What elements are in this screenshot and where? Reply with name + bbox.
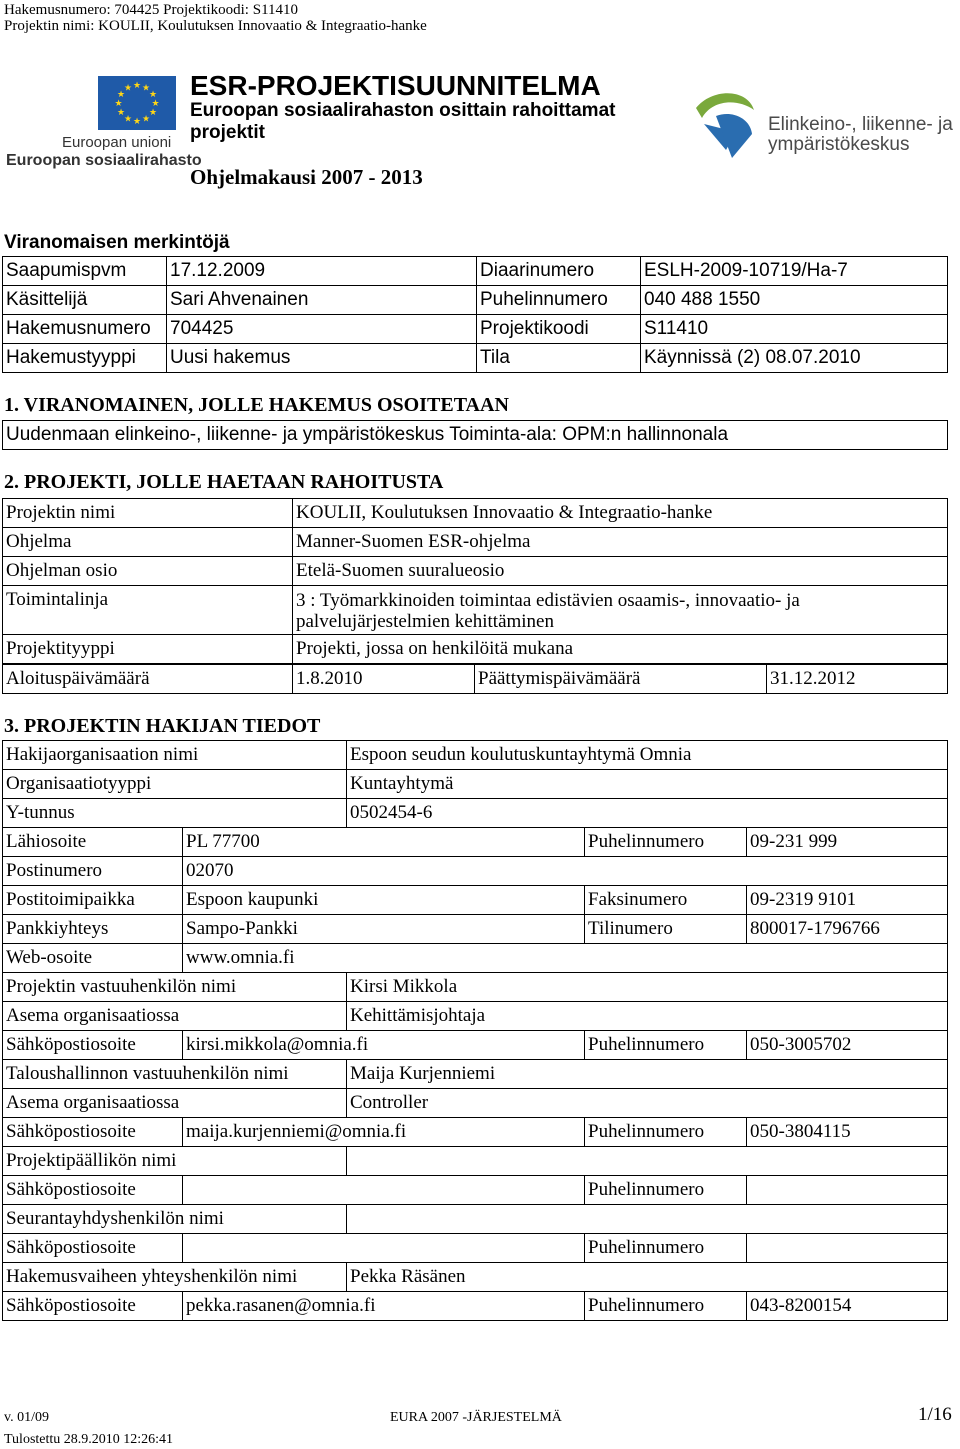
field-label: Tila [477,344,641,373]
field-label: Diaarinumero [477,257,641,286]
field-value: 050-3005702 [747,1031,948,1060]
svg-text:★: ★ [151,99,160,109]
table-row [3,635,948,664]
field-label: Projektin nimi [3,499,293,528]
ely-logo [692,88,762,160]
svg-text:★: ★ [148,90,158,100]
table-row [3,499,948,528]
section-1-table [2,420,948,450]
field-label: Sähköpostiosoite [3,1176,183,1205]
field-label: Lähiosoite [3,828,183,857]
field-value: Kehittämisjohtaja [347,1002,948,1031]
field-value-line: 3 : Työmarkkinoiden toimintaa edistävien osaamis-, innovaatio- ja [296,590,800,611]
end-date-value: 31.12.2012 [767,665,948,694]
table-row [3,1147,948,1176]
field-value: ESLH-2009-10719/Ha-7 [641,257,948,286]
table-row [3,1234,948,1263]
field-label: Sähköpostiosoite [3,1234,183,1263]
field-label: Ohjelman osio [3,557,293,586]
field-label: Asema organisaatiossa [3,1002,347,1031]
field-label: Tilinumero [585,915,747,944]
authority-notes-table [2,256,948,373]
field-label: Puhelinnumero [585,1118,747,1147]
svg-text:★: ★ [123,83,133,94]
field-label: Taloushallinnon vastuuhenkilön nimi [3,1060,347,1089]
section-3-heading: 3. PROJEKTIN HAKIJAN TIEDOT [4,715,321,737]
field-value: kirsi.mikkola@omnia.fi [183,1031,585,1060]
authority-value: Uudenmaan elinkeino-, liikenne- ja ympäristökeskus Toiminta-ala: OPM:n hallinnonala [3,421,948,450]
start-date-value: 1.8.2010 [293,665,475,694]
field-label: Projektikoodi [477,315,641,344]
table-row [3,1089,948,1118]
field-value: 0502454-6 [347,799,948,828]
svg-text:★: ★ [123,114,133,125]
table-row [3,973,948,1002]
field-label: Asema organisaatiossa [3,1089,347,1118]
field-label: Postinumero [3,857,183,886]
table-row [3,1002,948,1031]
ely-logo-text-1: Elinkeino-, liikenne- ja [768,114,953,135]
table-row [3,770,948,799]
svg-text:★: ★ [141,83,151,94]
table-row [3,1060,948,1089]
field-value: Kuntayhtymä [347,770,948,799]
section-2-table [2,498,948,664]
field-label: Puhelinnumero [477,286,641,315]
svg-text:★: ★ [132,81,142,91]
table-row [3,799,948,828]
field-label: Sähköpostiosoite [3,1292,183,1321]
field-label: Y-tunnus [3,799,347,828]
field-value [747,1176,948,1205]
table-row [3,1176,948,1205]
field-value: 050-3804115 [747,1118,948,1147]
field-value: 040 488 1550 [641,286,948,315]
svg-text:★: ★ [141,114,151,125]
field-value [347,1205,948,1234]
field-label: Postitoimipaikka [3,886,183,915]
field-value: Käynnissä (2) 08.07.2010 [641,344,948,373]
field-value: Uusi hakemus [167,344,477,373]
table-row [3,1263,948,1292]
table-row [3,1292,948,1321]
footer-page-number: 1/16 [918,1404,952,1425]
field-value: 09-2319 9101 [747,886,948,915]
header-line-2: Projektin nimi: KOULII, Koulutuksen Innovaatio & Integraatio-hanke [4,18,427,34]
applicant-persons-table [2,972,948,1321]
field-value-line: palvelujärjestelmien kehittäminen [296,611,554,632]
project-dates-table [2,664,948,694]
field-value: PL 77700 [183,828,585,857]
svg-text:★: ★ [114,99,123,109]
field-value: 02070 [183,857,948,886]
field-value: 17.12.2009 [167,257,477,286]
field-label: Web-osoite [3,944,183,973]
field-label: Hakemusnumero [3,315,167,344]
table-row [3,886,948,915]
field-value: Manner-Suomen ESR-ohjelma [293,528,948,557]
svg-text:★: ★ [132,117,142,127]
field-label: Käsittelijä [3,286,167,315]
applicant-contact-table [2,827,948,973]
field-value: Projekti, jossa on henkilöitä mukana [293,635,948,664]
field-value [747,1234,948,1263]
document-subtitle-2: projektit [190,122,265,143]
field-label: Saapumispvm [3,257,167,286]
field-label: Puhelinnumero [585,1234,747,1263]
field-label: Hakemusvaiheen yhteyshenkilön nimi [3,1263,347,1292]
table-row [3,315,948,344]
svg-text:★: ★ [148,108,158,118]
table-row [3,915,948,944]
table-row [3,528,948,557]
table-row [3,286,948,315]
field-label: Seurantayhdyshenkilön nimi [3,1205,347,1234]
field-label: Puhelinnumero [585,1292,747,1321]
field-label: Hakijaorganisaation nimi [3,741,347,770]
table-row [3,857,948,886]
field-value: Espoon kaupunki [183,886,585,915]
field-value: Pekka Räsänen [347,1263,948,1292]
field-value: Controller [347,1089,948,1118]
svg-text:★: ★ [116,90,126,100]
field-label: Faksinumero [585,886,747,915]
field-label: Ohjelma [3,528,293,557]
field-label: Toimintalinja [3,586,293,635]
field-value: 09-231 999 [747,828,948,857]
svg-text:★: ★ [116,108,126,118]
field-label: Puhelinnumero [585,1176,747,1205]
field-value [183,1234,585,1263]
document-title: ESR-PROJEKTISUUNNITELMA [190,70,601,101]
start-date-label: Aloituspäivämäärä [3,665,293,694]
eu-flag-logo [98,76,176,130]
section-2-heading: 2. PROJEKTI, JOLLE HAETAAN RAHOITUSTA [4,471,444,493]
applicant-org-table [2,740,948,828]
ely-leaf-icon [692,88,762,160]
table-row [3,828,948,857]
table-row [3,257,948,286]
field-value: 800017-1796766 [747,915,948,944]
table-row [3,344,948,373]
field-value: KOULII, Koulutuksen Innovaatio & Integraatio-hanke [293,499,948,528]
field-label: Sähköpostiosoite [3,1031,183,1060]
field-label: Sähköpostiosoite [3,1118,183,1147]
footer-printed: Tulostettu 28.9.2010 12:26:41 [4,1432,174,1447]
section-1-heading: 1. VIRANOMAINEN, JOLLE HAKEMUS OSOITETAAN [4,394,509,416]
field-value: pekka.rasanen@omnia.fi [183,1292,585,1321]
field-value [293,586,948,635]
field-value: S11410 [641,315,948,344]
eu-logo-text-1: Euroopan unioni [62,134,172,151]
table-row [3,557,948,586]
field-value [183,1176,585,1205]
table-row [3,1118,948,1147]
field-value: www.omnia.fi [183,944,948,973]
document-subtitle-1: Euroopan sosiaalirahaston osittain rahoittamat [190,100,616,121]
field-label: Projektipäällikön nimi [3,1147,347,1176]
field-label: Hakemustyyppi [3,344,167,373]
end-date-label: Päättymispäivämäärä [475,665,767,694]
authority-notes-heading: Viranomaisen merkintöjä [4,232,230,253]
footer-system: EURA 2007 -JÄRJESTELMÄ [390,1410,562,1425]
table-row [3,1205,948,1234]
field-value: Maija Kurjenniemi [347,1060,948,1089]
table-row [3,586,948,635]
field-label: Puhelinnumero [585,1031,747,1060]
field-value: Sampo-Pankki [183,915,585,944]
field-label: Puhelinnumero [585,828,747,857]
table-row [3,741,948,770]
field-value [347,1147,948,1176]
footer-version: v. 01/09 [4,1410,49,1425]
field-value: Kirsi Mikkola [347,973,948,1002]
field-value: Etelä-Suomen suuralueosio [293,557,948,586]
table-row [3,944,948,973]
field-value: Sari Ahvenainen [167,286,477,315]
header-line-1: Hakemusnumero: 704425 Projektikoodi: S11410 [4,2,299,18]
field-label: Pankkiyhteys [3,915,183,944]
field-value: Espoon seudun koulutuskuntayhtymä Omnia [347,741,948,770]
eu-stars-icon [98,76,176,130]
field-value: 704425 [167,315,477,344]
field-label: Projektityyppi [3,635,293,664]
program-period: Ohjelmakausi 2007 - 2013 [190,165,423,189]
field-value: 043-8200154 [747,1292,948,1321]
table-row [3,1031,948,1060]
ely-logo-text-2: ympäristökeskus [768,134,910,155]
field-label: Organisaatiotyyppi [3,770,347,799]
field-label: Projektin vastuuhenkilön nimi [3,973,347,1002]
eu-logo-text-2: Euroopan sosiaalirahasto [6,152,202,169]
field-value: maija.kurjenniemi@omnia.fi [183,1118,585,1147]
